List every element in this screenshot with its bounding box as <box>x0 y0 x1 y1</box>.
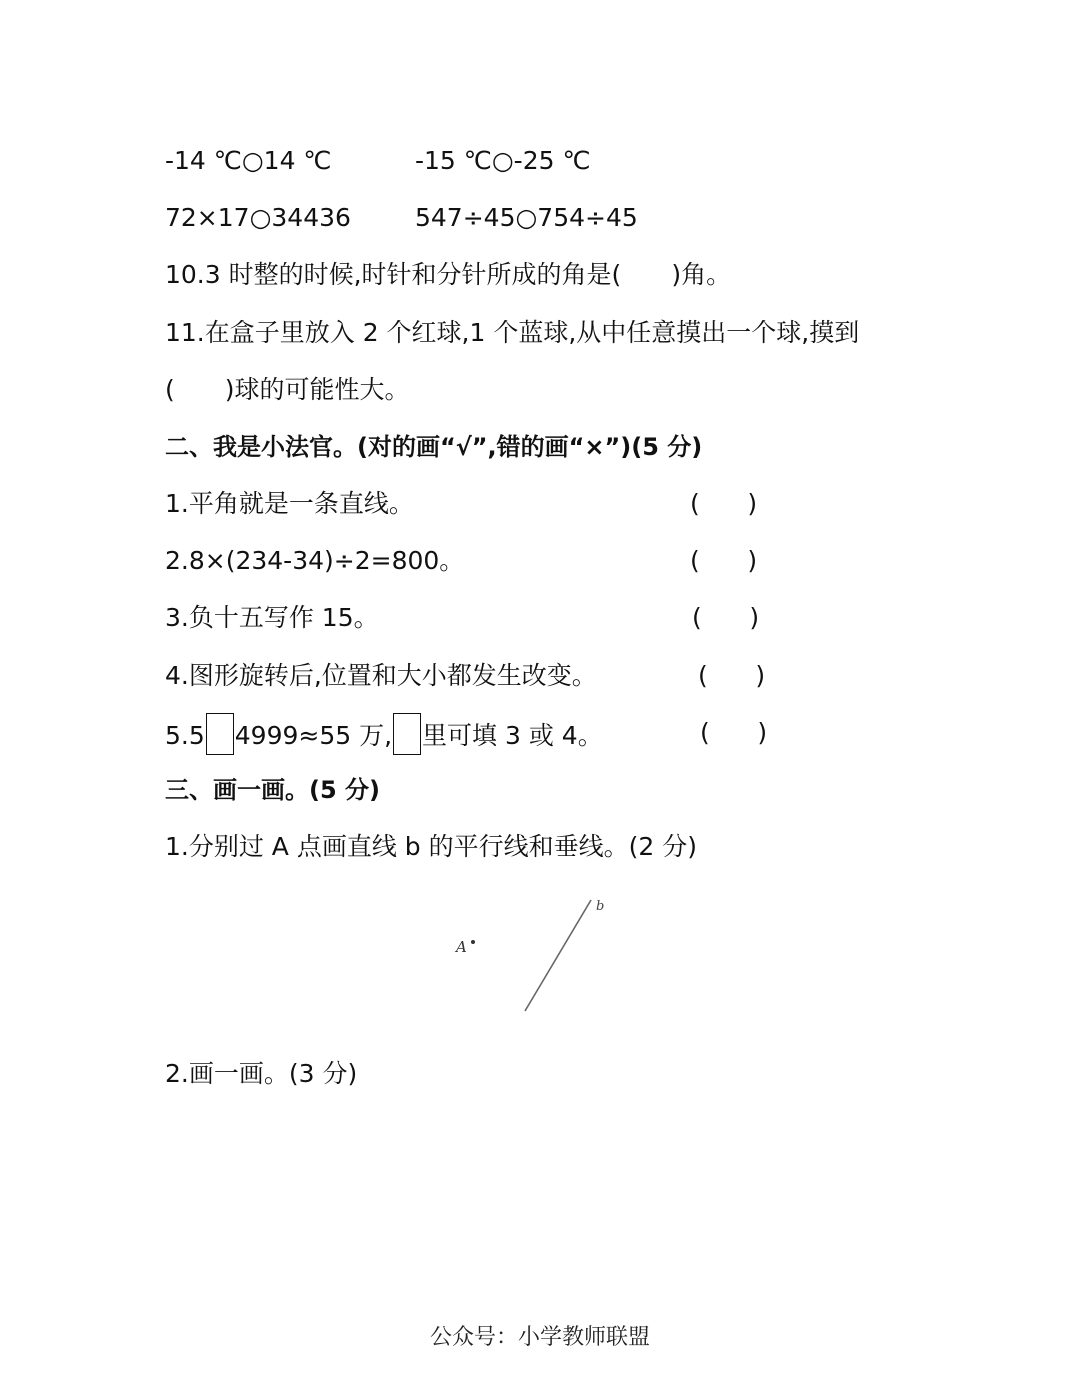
question-10: 10.3 时整的时候,时针和分针所成的角是( )角。 <box>165 260 732 289</box>
judge-answer-1[interactable]: ( ) <box>690 489 758 518</box>
judge-item-5-part-b: 4999≈55 万, <box>234 721 393 750</box>
judge-item-5-part-a: 5.5 <box>165 721 205 750</box>
draw-question-1: 1.分别过 A 点画直线 b 的平行线和垂线。(2 分) <box>165 832 697 861</box>
judge-item-1: 1.平角就是一条直线。 <box>165 489 414 518</box>
judge-item-5 <box>165 716 603 758</box>
judge-answer-4[interactable]: ( ) <box>698 661 766 690</box>
judge-item-5-part-c: 里可填 3 或 4。 <box>422 721 603 750</box>
judge-item-3: 3.负十五写作 15。 <box>165 603 379 632</box>
section-2-title: 二、我是小法官。(对的画“√”,错的画“×”)(5 分) <box>165 433 703 461</box>
compare-left-1: -14 ℃○14 ℃ <box>165 146 332 175</box>
digit-box-2[interactable] <box>393 713 421 755</box>
judge-answer-5[interactable]: ( ) <box>700 718 768 747</box>
section-3-title: 三、画一画。(5 分) <box>165 776 380 804</box>
point-a <box>471 940 475 944</box>
line-b-label: b <box>596 899 605 914</box>
footer-wechat-account: 公众号：小学教师联盟 <box>429 1325 650 1350</box>
question-11-line1: 11.在盒子里放入 2 个红球,1 个蓝球,从中任意摸出一个球,摸到 <box>165 318 860 347</box>
draw-question-2: 2.画一画。(3 分) <box>165 1059 358 1088</box>
parallel-perpendicular-figure <box>440 890 620 1020</box>
question-11-line2: ( )球的可能性大。 <box>165 375 410 404</box>
judge-item-2: 2.8×(234-34)÷2=800。 <box>165 546 465 575</box>
compare-right-2: 547÷45○754÷45 <box>415 203 638 232</box>
judge-answer-2[interactable]: ( ) <box>690 546 758 575</box>
compare-left-2: 72×17○34436 <box>165 203 351 232</box>
line-b <box>525 900 591 1011</box>
judge-item-4: 4.图形旋转后,位置和大小都发生改变。 <box>165 661 597 690</box>
compare-right-1: -15 ℃○-25 ℃ <box>415 146 591 175</box>
judge-answer-3[interactable]: ( ) <box>692 603 760 632</box>
digit-box-1[interactable] <box>206 713 234 755</box>
point-a-label: A <box>456 938 467 956</box>
